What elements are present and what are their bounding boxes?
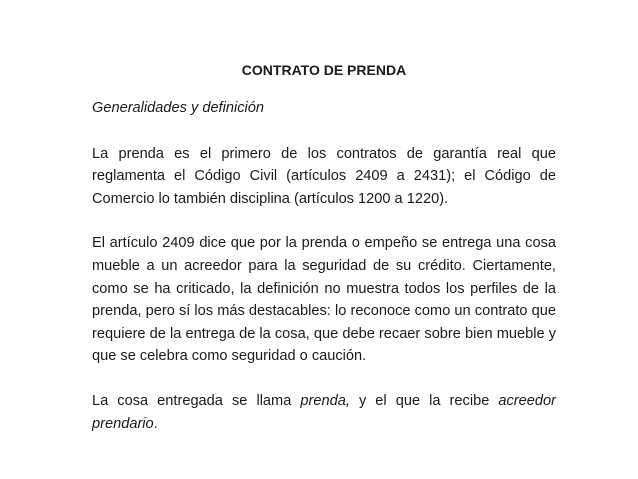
paragraph-terms-text-1: La cosa entregada se llama [92,392,301,409]
section-subtitle: Generalidades y definición [92,100,264,116]
paragraph-terms [92,390,556,435]
document-title: CONTRATO DE PRENDA [241,62,407,78]
paragraph-definition: La prenda es el primero de los contratos de garantía real que reglamenta el Código Civil (artículos 2409 a 2431); el Código de Comercio lo también disciplina (artículos 1200 a 1220). [92,145,556,207]
term-acreedor-prendario: acreedor prendario [92,392,556,432]
paragraph-terms-text-3: . [153,415,158,432]
paragraph-terms-text-2: y el que la recibe [349,392,499,409]
document-body [92,60,556,435]
paragraph-article-2409: El artículo 2409 dice que por la prenda o empeño se entrega una cosa mueble a un acreedor para la seguridad de su crédito. Ciertamente, como se ha criticado, la definición no muestra todos los perfiles de la prenda, pero sí los más destacables: lo reconoce como un contrato que requiere de la entrega de la cosa, que debe recaer sobre bien mueble y que se celebra como seguridad o caución. [92,235,556,365]
term-prenda: prenda, [300,392,350,409]
